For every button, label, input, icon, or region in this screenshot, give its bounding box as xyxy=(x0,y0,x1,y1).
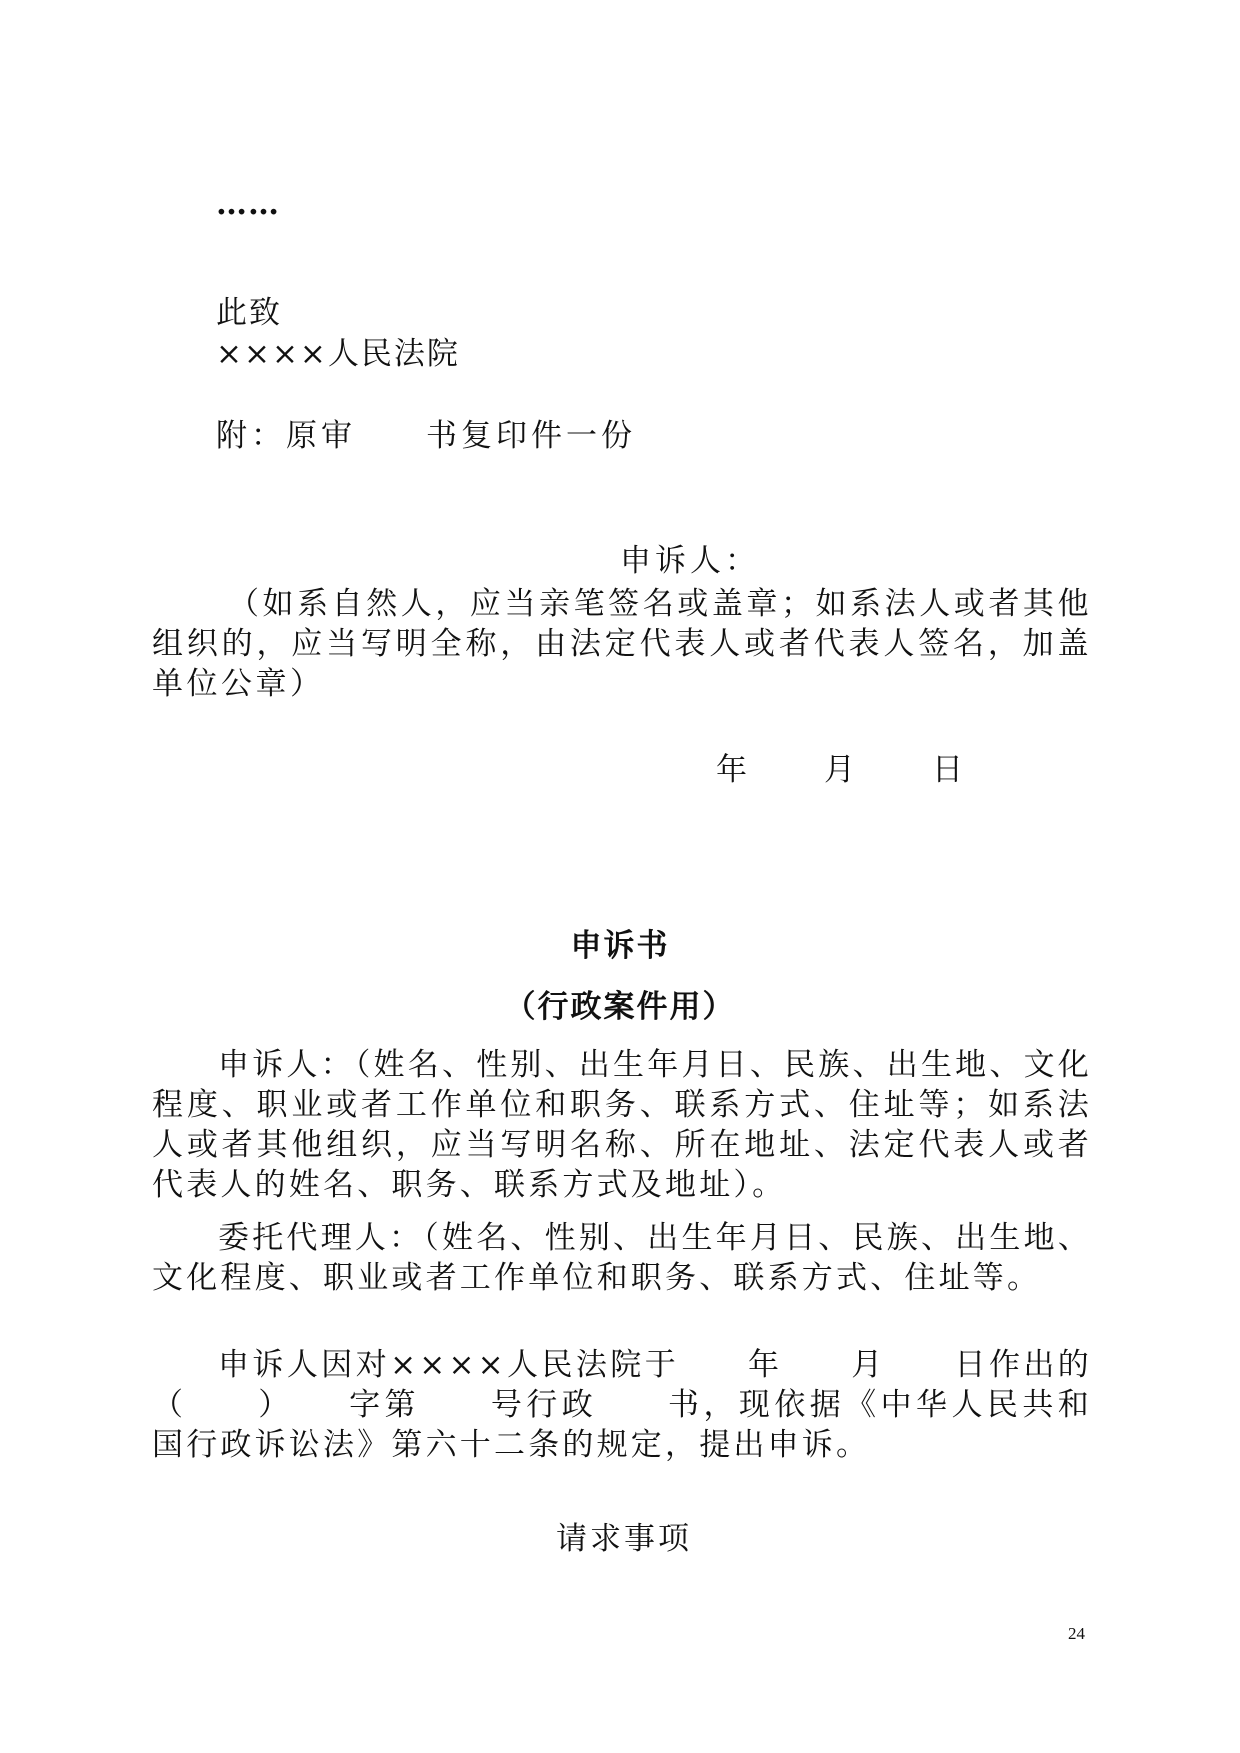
document-title: 申诉书 xyxy=(570,928,670,964)
signer-label: 申诉人： xyxy=(620,543,760,579)
agent-paragraph: 委托代理人：（姓名、性别、出生年月日、民族、出生地、文化程度、职业或者工作单位和职务、联系方式、住址等。 xyxy=(152,1220,1092,1296)
salutation: 此致 xyxy=(216,295,282,331)
signer-instruction: （如系自然人，应当亲笔签名或盖章；如系法人或者其他组织的，应当写明全称，由法定代表人或者代表人签名，加盖单位公章） xyxy=(152,586,1092,702)
date-line: 年 月 日 xyxy=(716,752,968,788)
attachment-note: 附：原审 书复印件一份 xyxy=(216,418,636,454)
page-number: 24 xyxy=(1068,1624,1085,1643)
court-name: ××××人民法院 xyxy=(216,336,460,372)
section-heading-request: 请求事项 xyxy=(556,1521,692,1557)
applicant-paragraph: 申诉人：（姓名、性别、出生年月日、民族、出生地、文化程度、职业或者工作单位和职务、联系方式、住址等；如系法人或者其他组织，应当写明名称、所在地址、法定代表人或者代表人的姓名、职务、联系方式及地址）。 xyxy=(152,1047,1092,1203)
ellipsis: …… xyxy=(216,186,280,222)
reason-paragraph: 申诉人因对××××人民法院于 年 月 日作出的（ ） 字第 号行政 书，现依据《中华人民共和国行政诉讼法》第六十二条的规定，提出申诉。 xyxy=(152,1347,1092,1463)
document-subtitle: （行政案件用） xyxy=(504,989,736,1025)
